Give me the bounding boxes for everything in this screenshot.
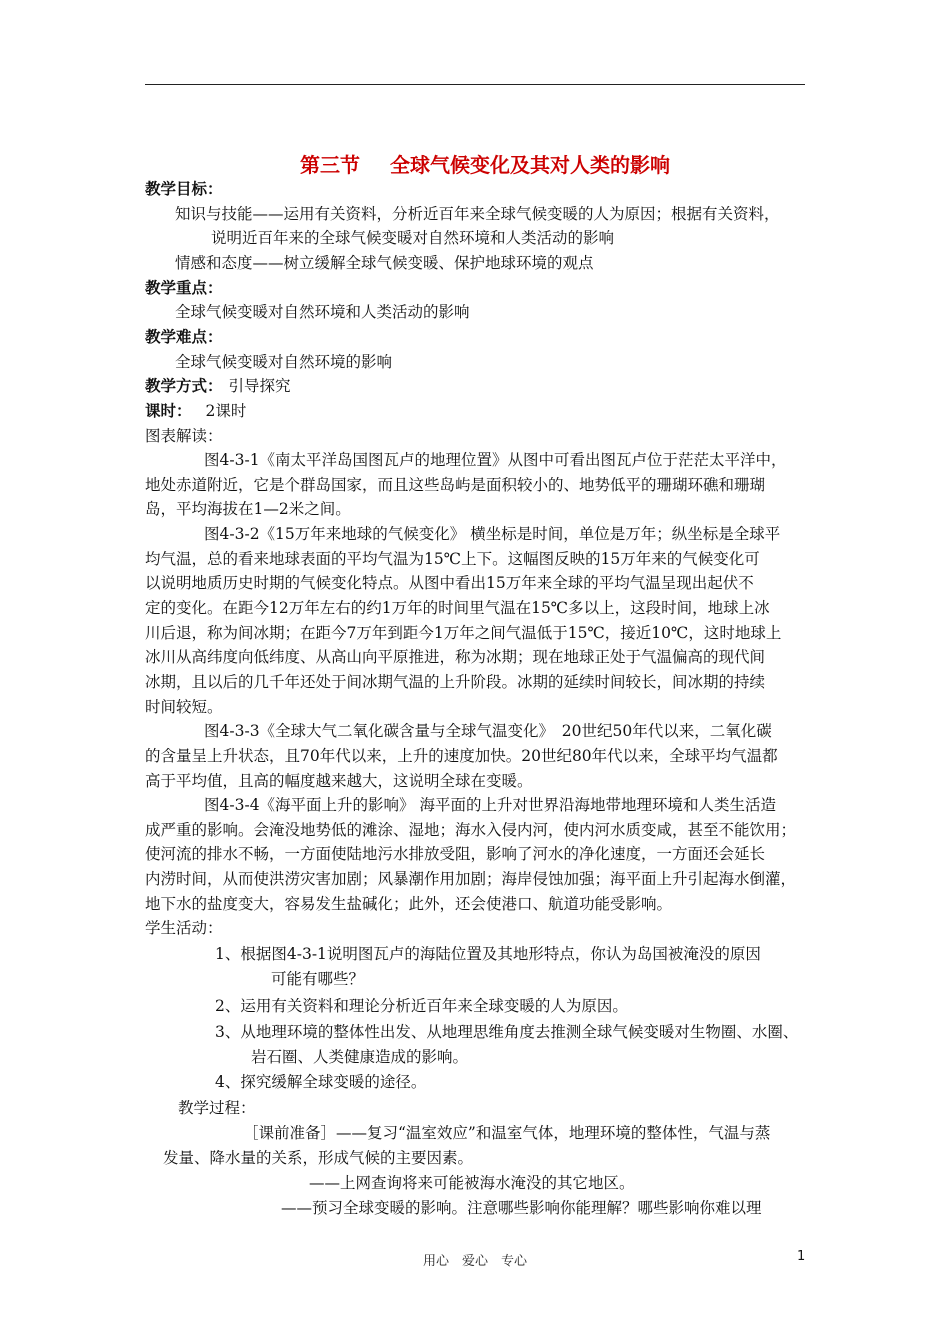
paragraph-line: 地处赤道附近，它是个群岛国家，而且这些岛屿是面积较小的、地势低平的珊瑚环礁和珊瑚 xyxy=(145,476,766,494)
section-heading: 全球气候变化及其对人类的影响 xyxy=(390,153,670,177)
footer-motto: 用心 爱心 专心 xyxy=(422,1254,527,1269)
difficulty-label: 教学难点： xyxy=(145,328,223,346)
paragraph-line: 图4-3-3《全球大气二氧化碳含量与全球气温变化》 20世纪50年代以来，二氧化碳 xyxy=(204,722,772,740)
paragraph-line: 地下水的盐度变大，容易发生盐碱化；此外，还会使港口、航道功能受影响。 xyxy=(145,895,673,913)
paragraph-line: 时间较短。 xyxy=(145,698,223,716)
paragraph-line: 成严重的影响。会淹没地势低的滩涂、湿地；海水入侵内河，使内河水质变咸，甚至不能饮用； xyxy=(145,821,797,839)
paragraph-line: 均气温，总的看来地球表面的平均气温为15℃上下。这幅图反映的15万年来的气候变化可 xyxy=(145,550,760,568)
objective-attitude: 情感和态度——树立缓解全球气候变暖、保护地球环境的观点 xyxy=(175,254,594,272)
activity-item-cont: 可能有哪些？ xyxy=(271,970,365,988)
section-number: 第三节 xyxy=(300,153,360,177)
paragraph-line: 图4-3-4《海平面上升的影响》 海平面的上升对世界沿海地带地理环境和人类生活造 xyxy=(204,796,776,814)
method-label: 教学方式： xyxy=(145,377,223,395)
process-line: ——上网查询将来可能被海水淹没的其它地区。 xyxy=(309,1174,635,1192)
activity-item: 4、探究缓解全球变暖的途径。 xyxy=(215,1073,427,1091)
paragraph-line: 的含量呈上升状态，且70年代以来，上升的速度加快。20世纪80年代以来，全球平均气温都 xyxy=(145,747,778,765)
paragraph-line: 定的变化。在距今12万年左右的约1万年的时间里气温在15℃多以上，这段时间，地球上冰 xyxy=(145,599,770,617)
process-line: ［课前准备］——复习“温室效应”和温室气体，地理环境的整体性，气温与蒸 xyxy=(243,1124,771,1142)
method-text: 引导探究 xyxy=(228,377,291,395)
hours-label: 课时： xyxy=(145,402,192,420)
paragraph-line: 内涝时间，从而使洪涝灾害加剧；风暴潮作用加剧；海岸侵蚀加强；海平面上升引起海水倒灌， xyxy=(145,870,797,888)
paragraph-line: 高于平均值，且高的幅度越来越大，这说明全球在变暖。 xyxy=(145,772,533,790)
hours-text: 2课时 xyxy=(205,402,247,420)
page-number: 1 xyxy=(797,1249,806,1264)
objective-knowledge: 知识与技能——运用有关资料，分析近百年来全球气候变暖的人为原因；根据有关资料， xyxy=(175,205,780,223)
activity-item: 1、根据图4-3-1说明图瓦卢的海陆位置及其地形特点，你认为岛国被淹没的原因 xyxy=(215,945,761,963)
key-point-text: 全球气候变暖对自然环境和人类活动的影响 xyxy=(175,303,470,321)
paragraph-line: 使河流的排水不畅，一方面使陆地污水排放受阻，影响了河水的净化速度，一方面还会延长 xyxy=(145,845,766,863)
paragraph-line: 岛，平均海拔在1—2米之间。 xyxy=(145,500,351,518)
process-label: 教学过程： xyxy=(178,1099,256,1117)
activity-item: 2、运用有关资料和理论分析近百年来全球变暖的人为原因。 xyxy=(215,997,628,1015)
chart-reading-label: 图表解读： xyxy=(145,427,223,445)
objectives-label: 教学目标： xyxy=(145,180,223,198)
process-line: 发量、降水量的关系，形成气候的主要因素。 xyxy=(163,1149,474,1167)
paragraph-line: 以说明地质历史时期的气候变化特点。从图中看出15万年来全球的平均气温呈现出起伏不 xyxy=(145,574,754,592)
objective-knowledge-cont: 说明近百年来的全球气候变暖对自然环境和人类活动的影响 xyxy=(211,229,615,247)
difficulty-text: 全球气候变暖对自然环境的影响 xyxy=(175,353,393,371)
key-point-label: 教学重点： xyxy=(145,279,223,297)
header-rule xyxy=(145,84,805,85)
page-title xyxy=(300,149,670,178)
paragraph-line: 冰期，且以后的几千年还处于间冰期气温的上升阶段。冰期的延续时间较长，间冰期的持续 xyxy=(145,673,766,691)
activity-item-cont: 岩石圈、人类健康造成的影响。 xyxy=(251,1048,469,1066)
activity-item: 3、从地理环境的整体性出发、从地理思维角度去推测全球气候变暖对生物圈、水圈、 xyxy=(215,1023,799,1041)
paragraph-line: 冰川从高纬度向低纬度、从高山向平原推进，称为冰期；现在地球正处于气温偏高的现代间 xyxy=(145,648,766,666)
paragraph-line: 图4-3-1《南太平洋岛国图瓦卢的地理位置》从图中可看出图瓦卢位于茫茫太平洋中， xyxy=(204,451,787,469)
activities-label: 学生活动： xyxy=(145,919,223,937)
paragraph-line: 川后退，称为间冰期；在距今7万年到距今1万年之间气温低于15℃，接近10℃，这时地球上 xyxy=(145,624,782,642)
process-line: ——预习全球变暖的影响。注意哪些影响你能理解？哪些影响你难以理 xyxy=(281,1199,762,1217)
paragraph-line: 图4-3-2《15万年来地球的气候变化》 横坐标是时间，单位是万年；纵坐标是全球平 xyxy=(204,525,781,543)
hours-row xyxy=(145,400,246,422)
method-row xyxy=(145,375,291,397)
